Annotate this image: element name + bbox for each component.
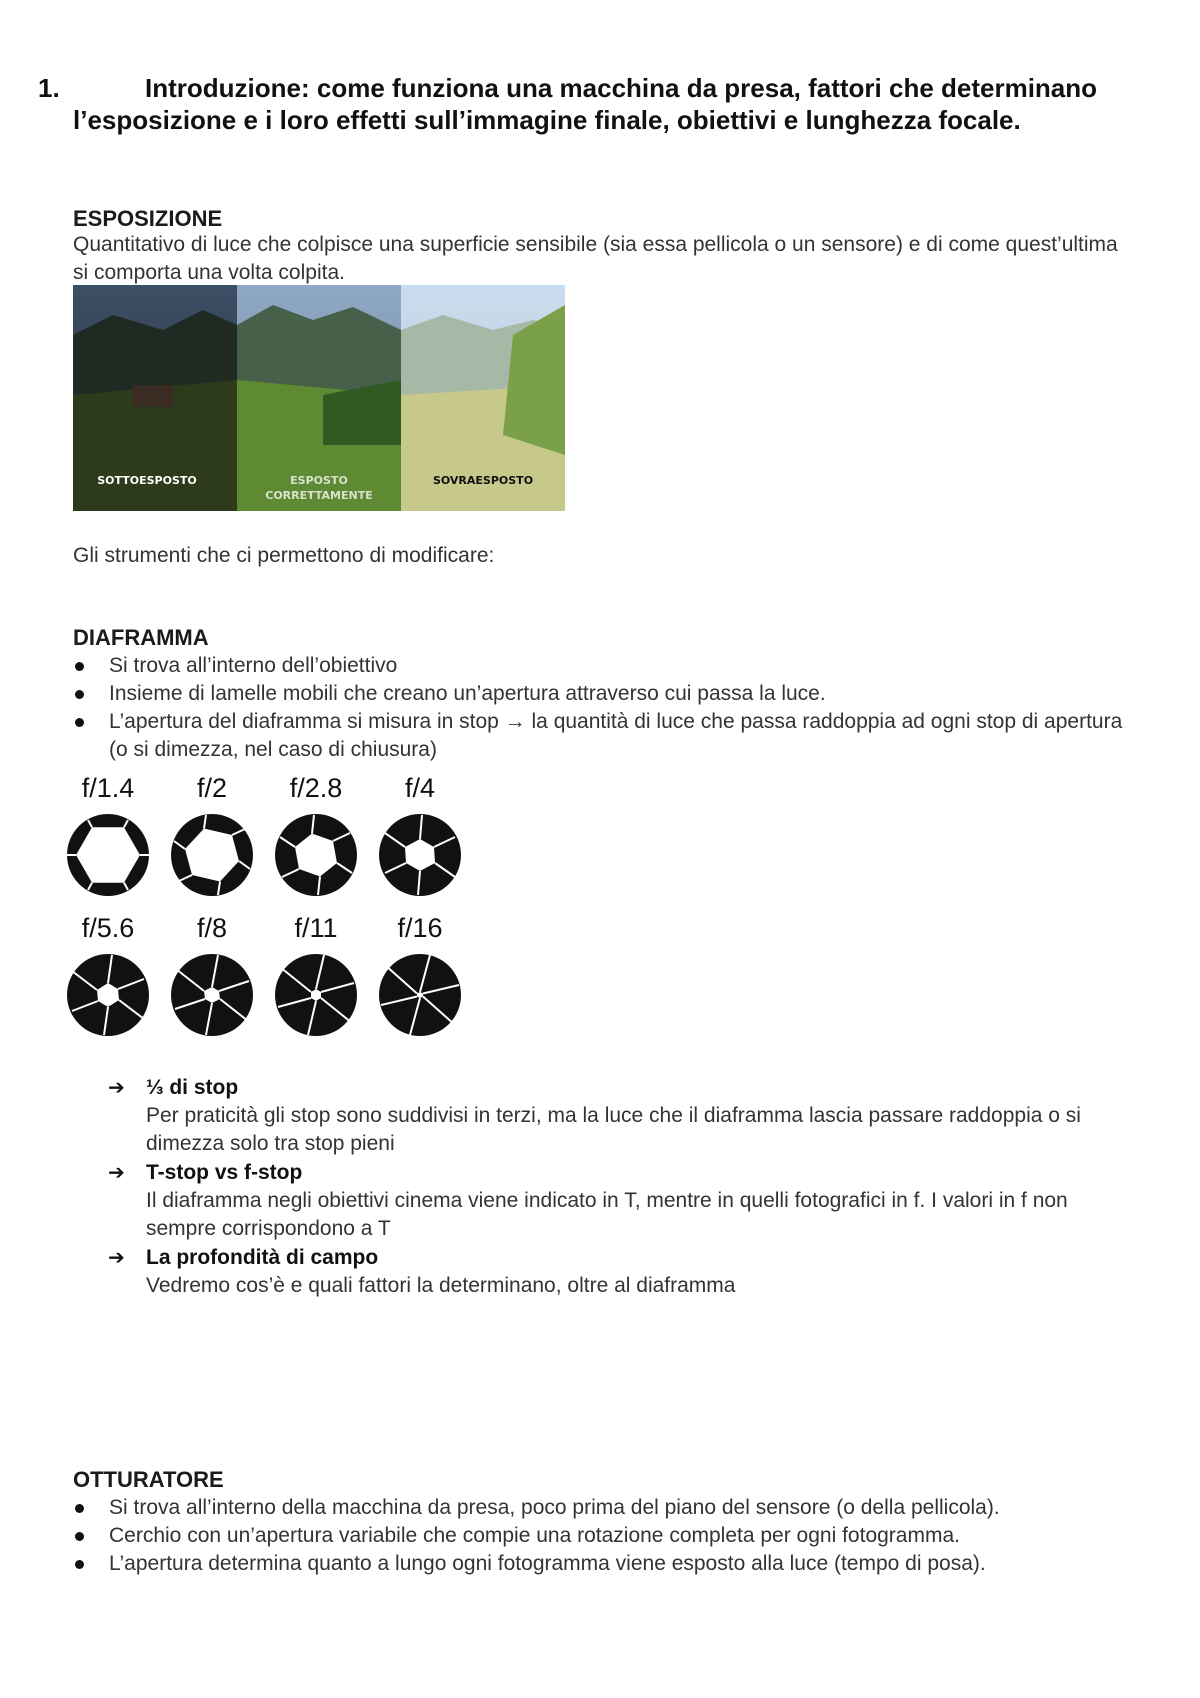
aperture-item (370, 912, 470, 1038)
strumenti-intro: Gli strumenti che ci permettono di modificare: (73, 544, 495, 567)
section-title-otturatore: OTTURATORE (73, 1467, 224, 1492)
label-sovraesposto: SOVRAESPOSTO (432, 474, 534, 487)
chapter-title: Introduzione: come funziona una macchina da presa, fattori che determinano l’esposizione e i loro effetti sull’immagine finale, obiettivi e lunghezza focale. (73, 73, 1098, 135)
section-title-esposizione: ESPOSIZIONE (73, 206, 223, 231)
aperture-item (162, 772, 262, 898)
aperture-item (370, 772, 470, 898)
note-item (108, 1244, 1138, 1300)
aperture-label: f/5.6 (81, 913, 135, 943)
aperture-blade-icon (273, 812, 359, 898)
note-text: Vedremo cos’è e quali fattori la determinano, oltre al diaframma (146, 1274, 736, 1297)
chapter-number: 1. (38, 73, 60, 103)
aperture-blade-icon (273, 952, 359, 1038)
list-item: Si trova all’interno dell’obiettivo (73, 652, 1133, 680)
aperture-label: f/4 (404, 773, 436, 803)
aperture-diagram (80, 772, 500, 1032)
note-item (108, 1159, 1138, 1243)
aperture-blade-icon (377, 952, 463, 1038)
aperture-item (266, 772, 366, 898)
note-item (108, 1074, 1138, 1158)
list-item: Insieme di lamelle mobili che creano un’apertura attraverso cui passa la luce. (73, 680, 1133, 708)
aperture-blade-icon (169, 952, 255, 1038)
arrow-right-icon: ➔ (108, 1162, 125, 1184)
section-title-diaframma: DIAFRAMMA (73, 625, 209, 650)
arrow-right-icon: ➔ (108, 1077, 125, 1099)
aperture-blade-icon (65, 952, 151, 1038)
diaframma-bullets (73, 652, 1133, 764)
aperture-item (58, 772, 158, 898)
aperture-blade-icon (377, 812, 463, 898)
note-text: Il diaframma negli obiettivi cinema viene indicato in T, mentre in quelli fotografici in f. I valori in f non sempre corrispondono a T (146, 1189, 1068, 1240)
aperture-blade-icon (65, 812, 151, 898)
list-item: Si trova all’interno della macchina da presa, poco prima del piano del sensore (o della pellicola). (73, 1494, 1133, 1522)
list-item: L’apertura del diaframma si misura in stop → la quantità di luce che passa raddoppia ad ogni stop di apertura (o si dimezza, nel caso di chiusura) (73, 708, 1133, 764)
aperture-label: f/8 (196, 913, 228, 943)
list-item: L’apertura determina quanto a lungo ogni fotogramma viene esposto alla luce (tempo di posa). (73, 1550, 1133, 1578)
aperture-label: f/16 (397, 913, 443, 943)
label-sottoesposto: SOTTOESPOSTO (97, 474, 197, 487)
note-text: Per praticità gli stop sono suddivisi in terzi, ma la luce che il diaframma lascia passare raddoppia o si dimezza solo tra stop pieni (146, 1104, 1081, 1155)
arrow-right-icon: ➔ (108, 1247, 125, 1269)
diaframma-notes (108, 1074, 1138, 1301)
esposizione-definition: Quantitativo di luce che colpisce una superficie sensibile (sia essa pellicola o un sensore) e di come quest’ultima si comporta una volta colpita. (73, 233, 1118, 284)
chapter-heading (38, 72, 1128, 136)
exposure-comparison-photo (73, 285, 565, 511)
aperture-label: f/2 (196, 773, 228, 803)
label-esposto: ESPOSTO (290, 474, 348, 487)
aperture-item (162, 912, 262, 1038)
aperture-item (58, 912, 158, 1038)
aperture-blade-icon (169, 812, 255, 898)
aperture-label: f/11 (294, 913, 338, 943)
aperture-label: f/1.4 (81, 773, 135, 803)
note-title: La profondità di campo (146, 1246, 379, 1269)
aperture-item (266, 912, 366, 1038)
label-correttamente: CORRETTAMENTE (265, 489, 373, 502)
aperture-label: f/2.8 (289, 773, 343, 803)
note-title: ⅓ di stop (146, 1076, 239, 1099)
note-title: T-stop vs f-stop (146, 1161, 303, 1184)
otturatore-bullets (73, 1494, 1133, 1578)
list-item: Cerchio con un’apertura variabile che compie una rotazione completa per ogni fotogramma. (73, 1522, 1133, 1550)
